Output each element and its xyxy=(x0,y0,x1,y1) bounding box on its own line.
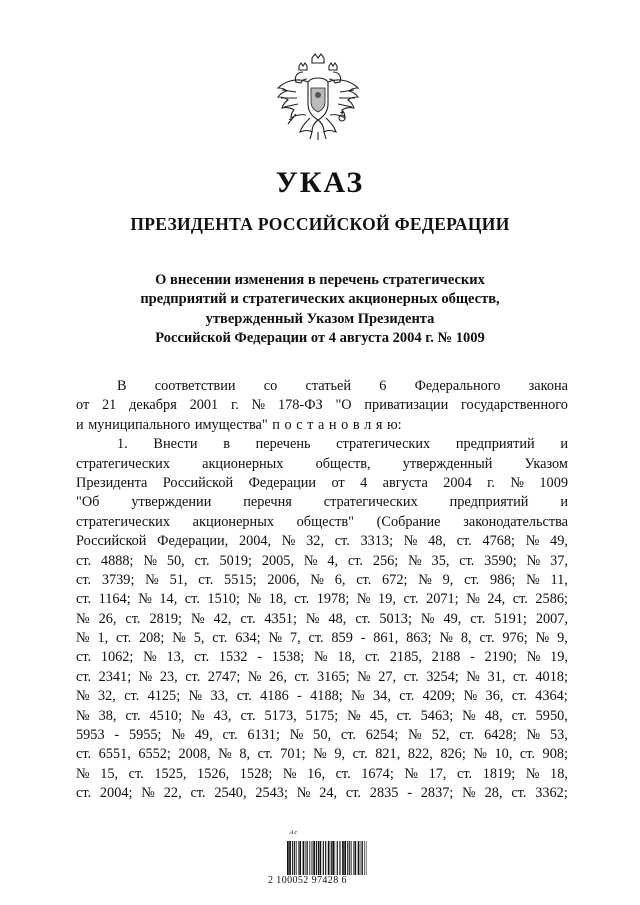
heading-line: предприятий и стратегических акционерных обществ, xyxy=(140,291,500,308)
body-line: ст. 3739; № 51, ст. 5515; 2006, № 6, ст. 672; № 9, ст. 986; № 11, xyxy=(76,571,568,588)
barcode-number: 2 100052 97428 6 xyxy=(268,875,347,886)
decree-heading xyxy=(0,271,640,349)
body-line: стратегических акционерных обществ, утвержденный Указом xyxy=(76,455,568,472)
body-line: ст. 1164; № 14, ст. 1510; № 18, ст. 1978; № 19, ст. 2071; № 24, ст. 2586; xyxy=(76,591,568,608)
body-line: № 38, ст. 4510; № 43, ст. 5173, 5175; № 45, ст. 5463; № 48, ст. 5950, xyxy=(76,707,568,724)
body-line: "Об утверждении перечня стратегических предприятий и xyxy=(76,494,568,511)
body-line: и муниципального имущества" п о с т а н о в л я ю: xyxy=(76,416,402,433)
barcode xyxy=(268,828,378,888)
body-line: ст. 4888; № 50, ст. 5019; 2005, № 4, ст. 256; № 35, ст. 3590; № 37, xyxy=(76,552,568,569)
body-line: Российской Федерации, 2004, № 32, ст. 3313; № 48, ст. 4768; № 49, xyxy=(76,533,568,550)
body-line: № 1, ст. 208; № 5, ст. 634; № 7, ст. 859 - 861, 863; № 8, ст. 976; № 9, xyxy=(76,630,568,647)
decree-title: УКАЗ xyxy=(275,166,365,199)
body-line: ст. 6551, 6552; 2008, № 8, ст. 701; № 9, ст. 821, 822, 826; № 10, ст. 908; xyxy=(76,746,568,763)
body-line: 1. Внести в перечень стратегических предприятий и xyxy=(117,436,568,453)
decree-issuer: ПРЕЗИДЕНТА РОССИЙСКОЙ ФЕДЕРАЦИИ xyxy=(130,214,510,234)
body-line: 5953 - 5955; № 49, ст. 6131; № 50, ст. 6254; № 52, ст. 6428; № 53, xyxy=(76,727,568,744)
barcode-bars xyxy=(287,841,367,875)
decree-body xyxy=(76,377,568,804)
heading-line: утвержденный Указом Президента xyxy=(205,310,435,327)
body-line: № 32, ст. 4125; № 33, ст. 4186 - 4188; № 34, ст. 4209; № 36, ст. 4364; xyxy=(76,688,568,705)
body-line: ст. 2341; № 23, ст. 2747; № 26, ст. 3165; № 27, ст. 3254; № 31, ст. 4018; xyxy=(76,668,568,685)
heading-line: Российской Федерации от 4 августа 2004 г. № 1009 xyxy=(155,330,485,347)
body-line: от 21 декабря 2001 г. № 178-ФЗ "О приватизации государственного xyxy=(76,397,568,414)
body-line: стратегических акционерных обществ" (Собрание законодательства xyxy=(76,513,568,530)
body-line: ст. 2004; № 22, ст. 2540, 2543; № 24, ст. 2835 - 2837; № 28, ст. 3362; xyxy=(76,785,568,802)
barcode-mark: ᴬᶜ xyxy=(289,828,297,840)
body-line: В соответствии со статьей 6 Федерального закона xyxy=(117,378,568,394)
state-emblem-icon xyxy=(272,52,364,144)
body-line: ст. 1062; № 13, ст. 1532 - 1538; № 18, ст. 2185, 2188 - 2190; № 19, xyxy=(76,649,568,666)
body-line: Президента Российской Федерации от 4 августа 2004 г. № 1009 xyxy=(76,474,568,491)
body-line: № 26, ст. 2819; № 42, ст. 4351; № 48, ст. 5013; № 49, ст. 5191; 2007, xyxy=(76,610,568,627)
body-line: № 15, ст. 1525, 1526, 1528; № 16, ст. 1674; № 17, ст. 1819; № 18, xyxy=(76,765,568,782)
heading-line: О внесении изменения в перечень стратегических xyxy=(155,272,485,288)
